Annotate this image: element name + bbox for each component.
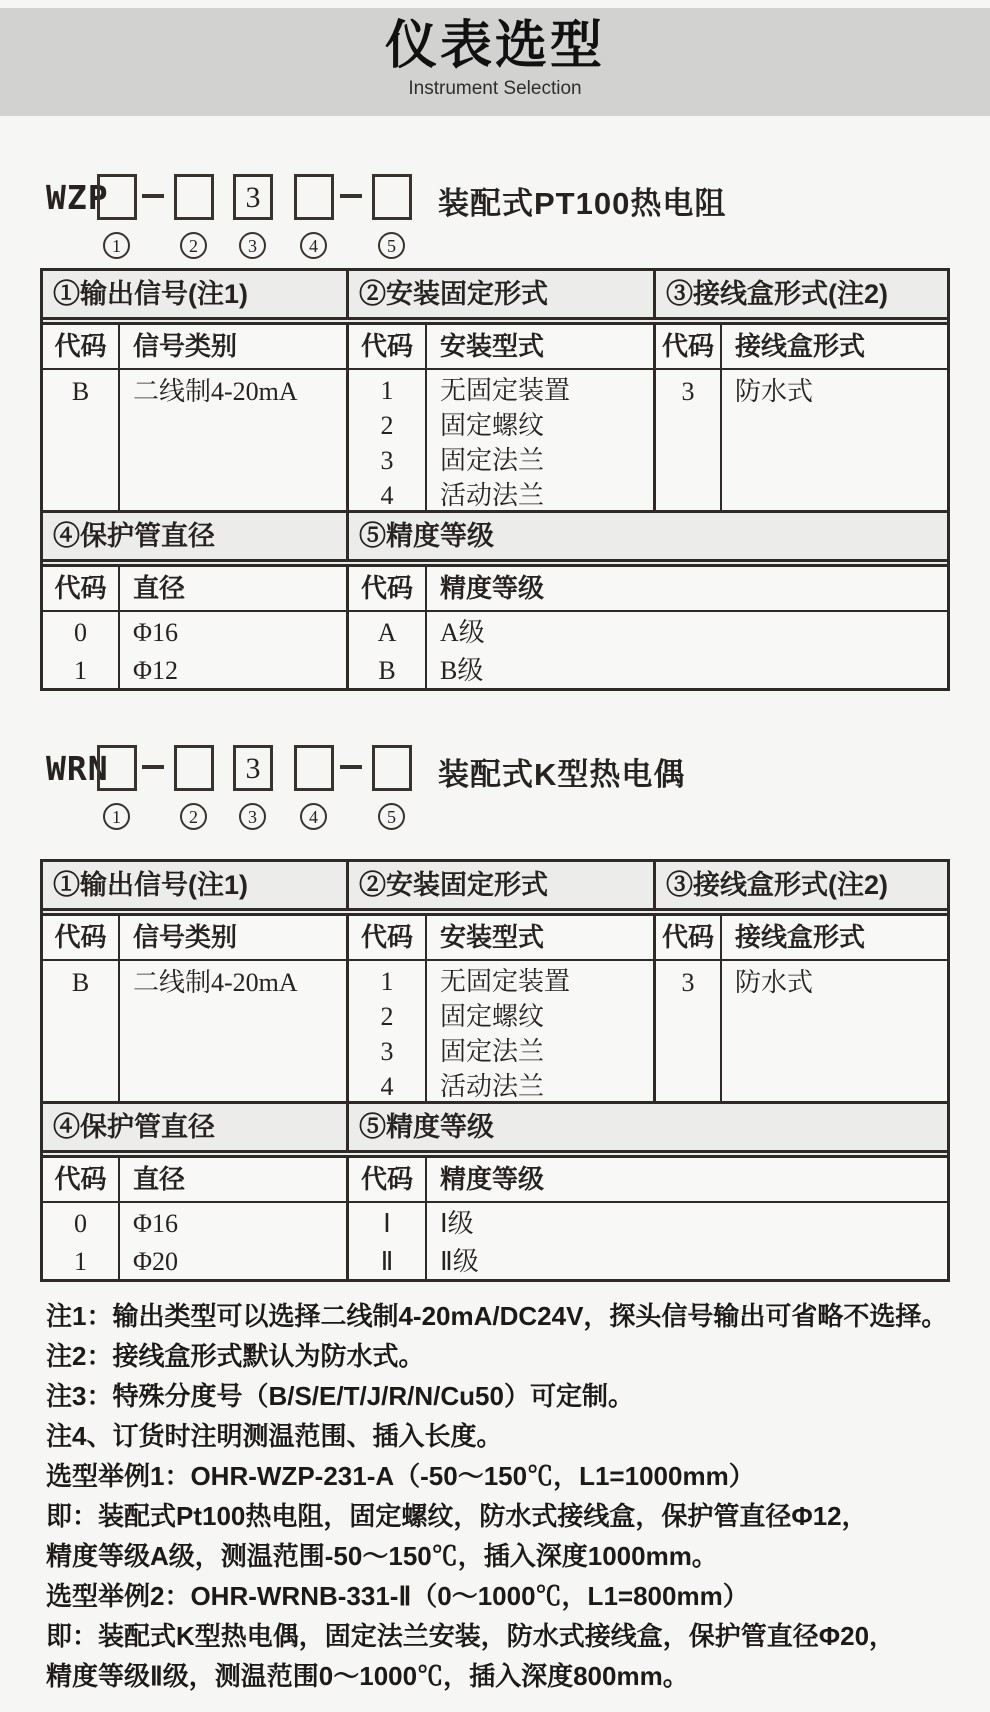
circled-number-1: 1 — [103, 232, 130, 259]
circled-number-5: 5 — [378, 803, 405, 830]
section-title-output: ①输出信号(注1) — [43, 862, 349, 908]
column-header-row — [43, 567, 947, 612]
code-value: 3 — [681, 377, 695, 406]
label-value: Φ16 — [133, 1209, 179, 1238]
section-title-sheath: ④保护管直径 — [43, 1104, 349, 1150]
label-cell — [427, 612, 947, 688]
selection-example-2-detail: 即：装配式K型热电偶，固定法兰安装，防水式接线盒，保护管直径Φ20， — [46, 1621, 896, 1651]
code-value: 2 — [380, 1002, 394, 1031]
code-value: 3 — [380, 446, 394, 475]
col-header-junction-type: 接线盒形式 — [735, 332, 866, 361]
label-cell — [427, 370, 656, 510]
col-header-signal: 信号类别 — [120, 325, 349, 368]
column-header-row — [43, 325, 947, 370]
dash-separator — [142, 765, 164, 769]
section-title-row — [43, 271, 947, 325]
label-value: B级 — [440, 656, 484, 685]
col-header-code: 代码 — [43, 1158, 120, 1201]
lower-data-row — [43, 612, 947, 688]
code-cell — [43, 961, 120, 1101]
dash-separator — [340, 765, 362, 769]
label-value: 固定法兰 — [440, 446, 545, 475]
label-value: Ⅱ级 — [440, 1247, 479, 1276]
model-description: 装配式PT100热电阻 — [438, 186, 727, 221]
dash-separator — [142, 194, 164, 198]
code-cell — [656, 370, 722, 510]
model-box-1 — [97, 745, 137, 791]
label-value: 防水式 — [735, 968, 814, 997]
circled-number-4: 4 — [300, 803, 327, 830]
upper-data-row — [43, 961, 947, 1104]
label-cell — [120, 370, 349, 510]
circled-number-2: 2 — [180, 232, 207, 259]
model-prefix-wzp: WZP — [46, 178, 109, 217]
label-cell — [120, 1203, 349, 1279]
col-header-diameter: 直径 — [120, 1158, 349, 1201]
col-header-code: 代码 — [349, 567, 427, 610]
label-value: Ⅰ级 — [440, 1209, 474, 1238]
page-header — [0, 8, 990, 116]
label-value: Φ20 — [133, 1247, 179, 1276]
section-title-accuracy: ⑤精度等级 — [359, 1112, 494, 1142]
label-cell — [427, 1203, 947, 1279]
code-value: B — [378, 656, 396, 685]
code-value: 3 — [681, 968, 695, 997]
code-value: 1 — [380, 967, 394, 996]
label-value: 固定螺纹 — [440, 411, 545, 440]
code-cell — [349, 1203, 427, 1279]
selection-example-2: 选型举例2：OHR-WRNB-331-Ⅱ（0～1000℃，L1=800mm） — [46, 1581, 749, 1611]
col-header-mount-type: 安装型式 — [427, 325, 656, 368]
section-title-accuracy: ⑤精度等级 — [359, 521, 494, 551]
dash-separator — [340, 194, 362, 198]
col-header-diameter: 直径 — [120, 567, 349, 610]
model-box-2 — [174, 174, 214, 220]
label-value: 活动法兰 — [440, 481, 545, 510]
model-box-5 — [372, 745, 412, 791]
code-value: 1 — [74, 656, 87, 685]
upper-data-row — [43, 370, 947, 513]
selection-example-1: 选型举例1：OHR-WZP-231-A（-50～150℃，L1=1000mm） — [46, 1461, 755, 1491]
model-prefix-wrn: WRN — [46, 749, 109, 788]
section-title-row — [43, 862, 947, 916]
col-header-accuracy: 精度等级 — [440, 1165, 545, 1194]
code-cell — [349, 961, 427, 1101]
label-value: A级 — [440, 618, 485, 647]
label-value: 二线制4-20mA — [133, 968, 298, 997]
code-value: Ⅰ — [383, 1209, 391, 1238]
notes-section — [46, 1296, 990, 1696]
label-cell — [722, 961, 947, 1101]
code-cell — [349, 612, 427, 688]
model-box-5 — [372, 174, 412, 220]
code-value: 2 — [380, 411, 394, 440]
model-line-wrn — [40, 727, 950, 839]
code-value: 0 — [74, 618, 87, 647]
code-value: B — [71, 377, 90, 406]
col-header-code: 代码 — [656, 325, 722, 368]
code-cell — [43, 1203, 120, 1279]
label-cell — [722, 370, 947, 510]
label-value: 无固定装置 — [440, 967, 571, 996]
col-header-code: 代码 — [656, 916, 722, 959]
circled-number-2: 2 — [180, 803, 207, 830]
column-header-row — [43, 1158, 947, 1203]
label-value: 固定螺纹 — [440, 1002, 545, 1031]
section-title-junction: ③接线盒形式(注2) — [666, 279, 888, 309]
code-value: B — [71, 968, 90, 997]
label-value: 二线制4-20mA — [133, 377, 298, 406]
code-cell — [43, 612, 120, 688]
col-header-code: 代码 — [43, 325, 120, 368]
model-description: 装配式K型热电偶 — [438, 757, 686, 792]
col-header-code: 代码 — [349, 325, 427, 368]
col-header-code: 代码 — [349, 916, 427, 959]
col-header-code: 代码 — [349, 1158, 427, 1201]
section-title-mounting: ②安装固定形式 — [349, 862, 656, 908]
circled-number-3: 3 — [239, 803, 266, 830]
selection-table-wrn — [40, 859, 950, 1282]
code-value: 1 — [380, 376, 394, 405]
selection-table-wzp — [40, 268, 950, 691]
code-cell — [656, 961, 722, 1101]
label-value: 固定法兰 — [440, 1037, 545, 1066]
section-title-mounting: ②安装固定形式 — [349, 271, 656, 317]
lower-data-row — [43, 1203, 947, 1279]
section-title-sheath: ④保护管直径 — [43, 513, 349, 559]
code-value: 0 — [74, 1209, 87, 1238]
model-box-3: 3 — [233, 745, 273, 791]
code-cell — [349, 370, 427, 510]
section-title-junction: ③接线盒形式(注2) — [666, 870, 888, 900]
label-value: 无固定装置 — [440, 376, 571, 405]
model-box-4 — [294, 745, 334, 791]
page-subtitle: Instrument Selection — [408, 78, 582, 99]
section-title-row — [43, 1104, 947, 1158]
label-value: 防水式 — [735, 377, 814, 406]
section-title-row — [43, 513, 947, 567]
label-value: 活动法兰 — [440, 1072, 545, 1101]
code-value: 4 — [380, 1072, 394, 1101]
code-value: Ⅱ — [380, 1247, 394, 1276]
col-header-junction-type: 接线盒形式 — [735, 923, 866, 952]
section-title-output: ①输出信号(注1) — [43, 271, 349, 317]
col-header-mount-type: 安装型式 — [427, 916, 656, 959]
model-box-3: 3 — [233, 174, 273, 220]
code-value: 1 — [74, 1247, 87, 1276]
code-value: A — [377, 618, 397, 647]
selection-example-2-detail2: 精度等级Ⅱ级，测温范围0～1000℃，插入深度800mm。 — [46, 1661, 689, 1691]
col-header-code: 代码 — [43, 567, 120, 610]
model-line-wzp — [40, 156, 950, 268]
model-box-1 — [97, 174, 137, 220]
note-4: 注4、订货时注明测温范围、插入长度。 — [46, 1421, 503, 1451]
code-value: 3 — [380, 1037, 394, 1066]
code-cell — [43, 370, 120, 510]
label-cell — [120, 961, 349, 1101]
label-cell — [120, 612, 349, 688]
circled-number-3: 3 — [239, 232, 266, 259]
column-header-row — [43, 916, 947, 961]
circled-number-1: 1 — [103, 803, 130, 830]
note-2: 注2：接线盒形式默认为防水式。 — [46, 1341, 425, 1371]
note-1: 注1：输出类型可以选择二线制4-20mA/DC24V，探头信号输出可省略不选择。 — [46, 1301, 948, 1331]
selection-example-1-detail2: 精度等级A级，测温范围-50～150℃，插入深度1000mm。 — [46, 1541, 718, 1571]
label-cell — [427, 961, 656, 1101]
col-header-accuracy: 精度等级 — [440, 574, 545, 603]
circled-number-4: 4 — [300, 232, 327, 259]
label-value: Φ16 — [133, 618, 179, 647]
label-value: Φ12 — [133, 656, 179, 685]
model-box-4 — [294, 174, 334, 220]
model-box-2 — [174, 745, 214, 791]
code-value: 4 — [380, 481, 394, 510]
note-3: 注3：特殊分度号（B/S/E/T/J/R/N/Cu50）可定制。 — [46, 1381, 634, 1411]
col-header-code: 代码 — [43, 916, 120, 959]
selection-example-1-detail: 即：装配式Pt100热电阻，固定螺纹，防水式接线盒，保护管直径Φ12， — [46, 1501, 868, 1531]
page-title: 仪表选型 — [384, 17, 605, 75]
col-header-signal: 信号类别 — [120, 916, 349, 959]
circled-number-5: 5 — [378, 232, 405, 259]
